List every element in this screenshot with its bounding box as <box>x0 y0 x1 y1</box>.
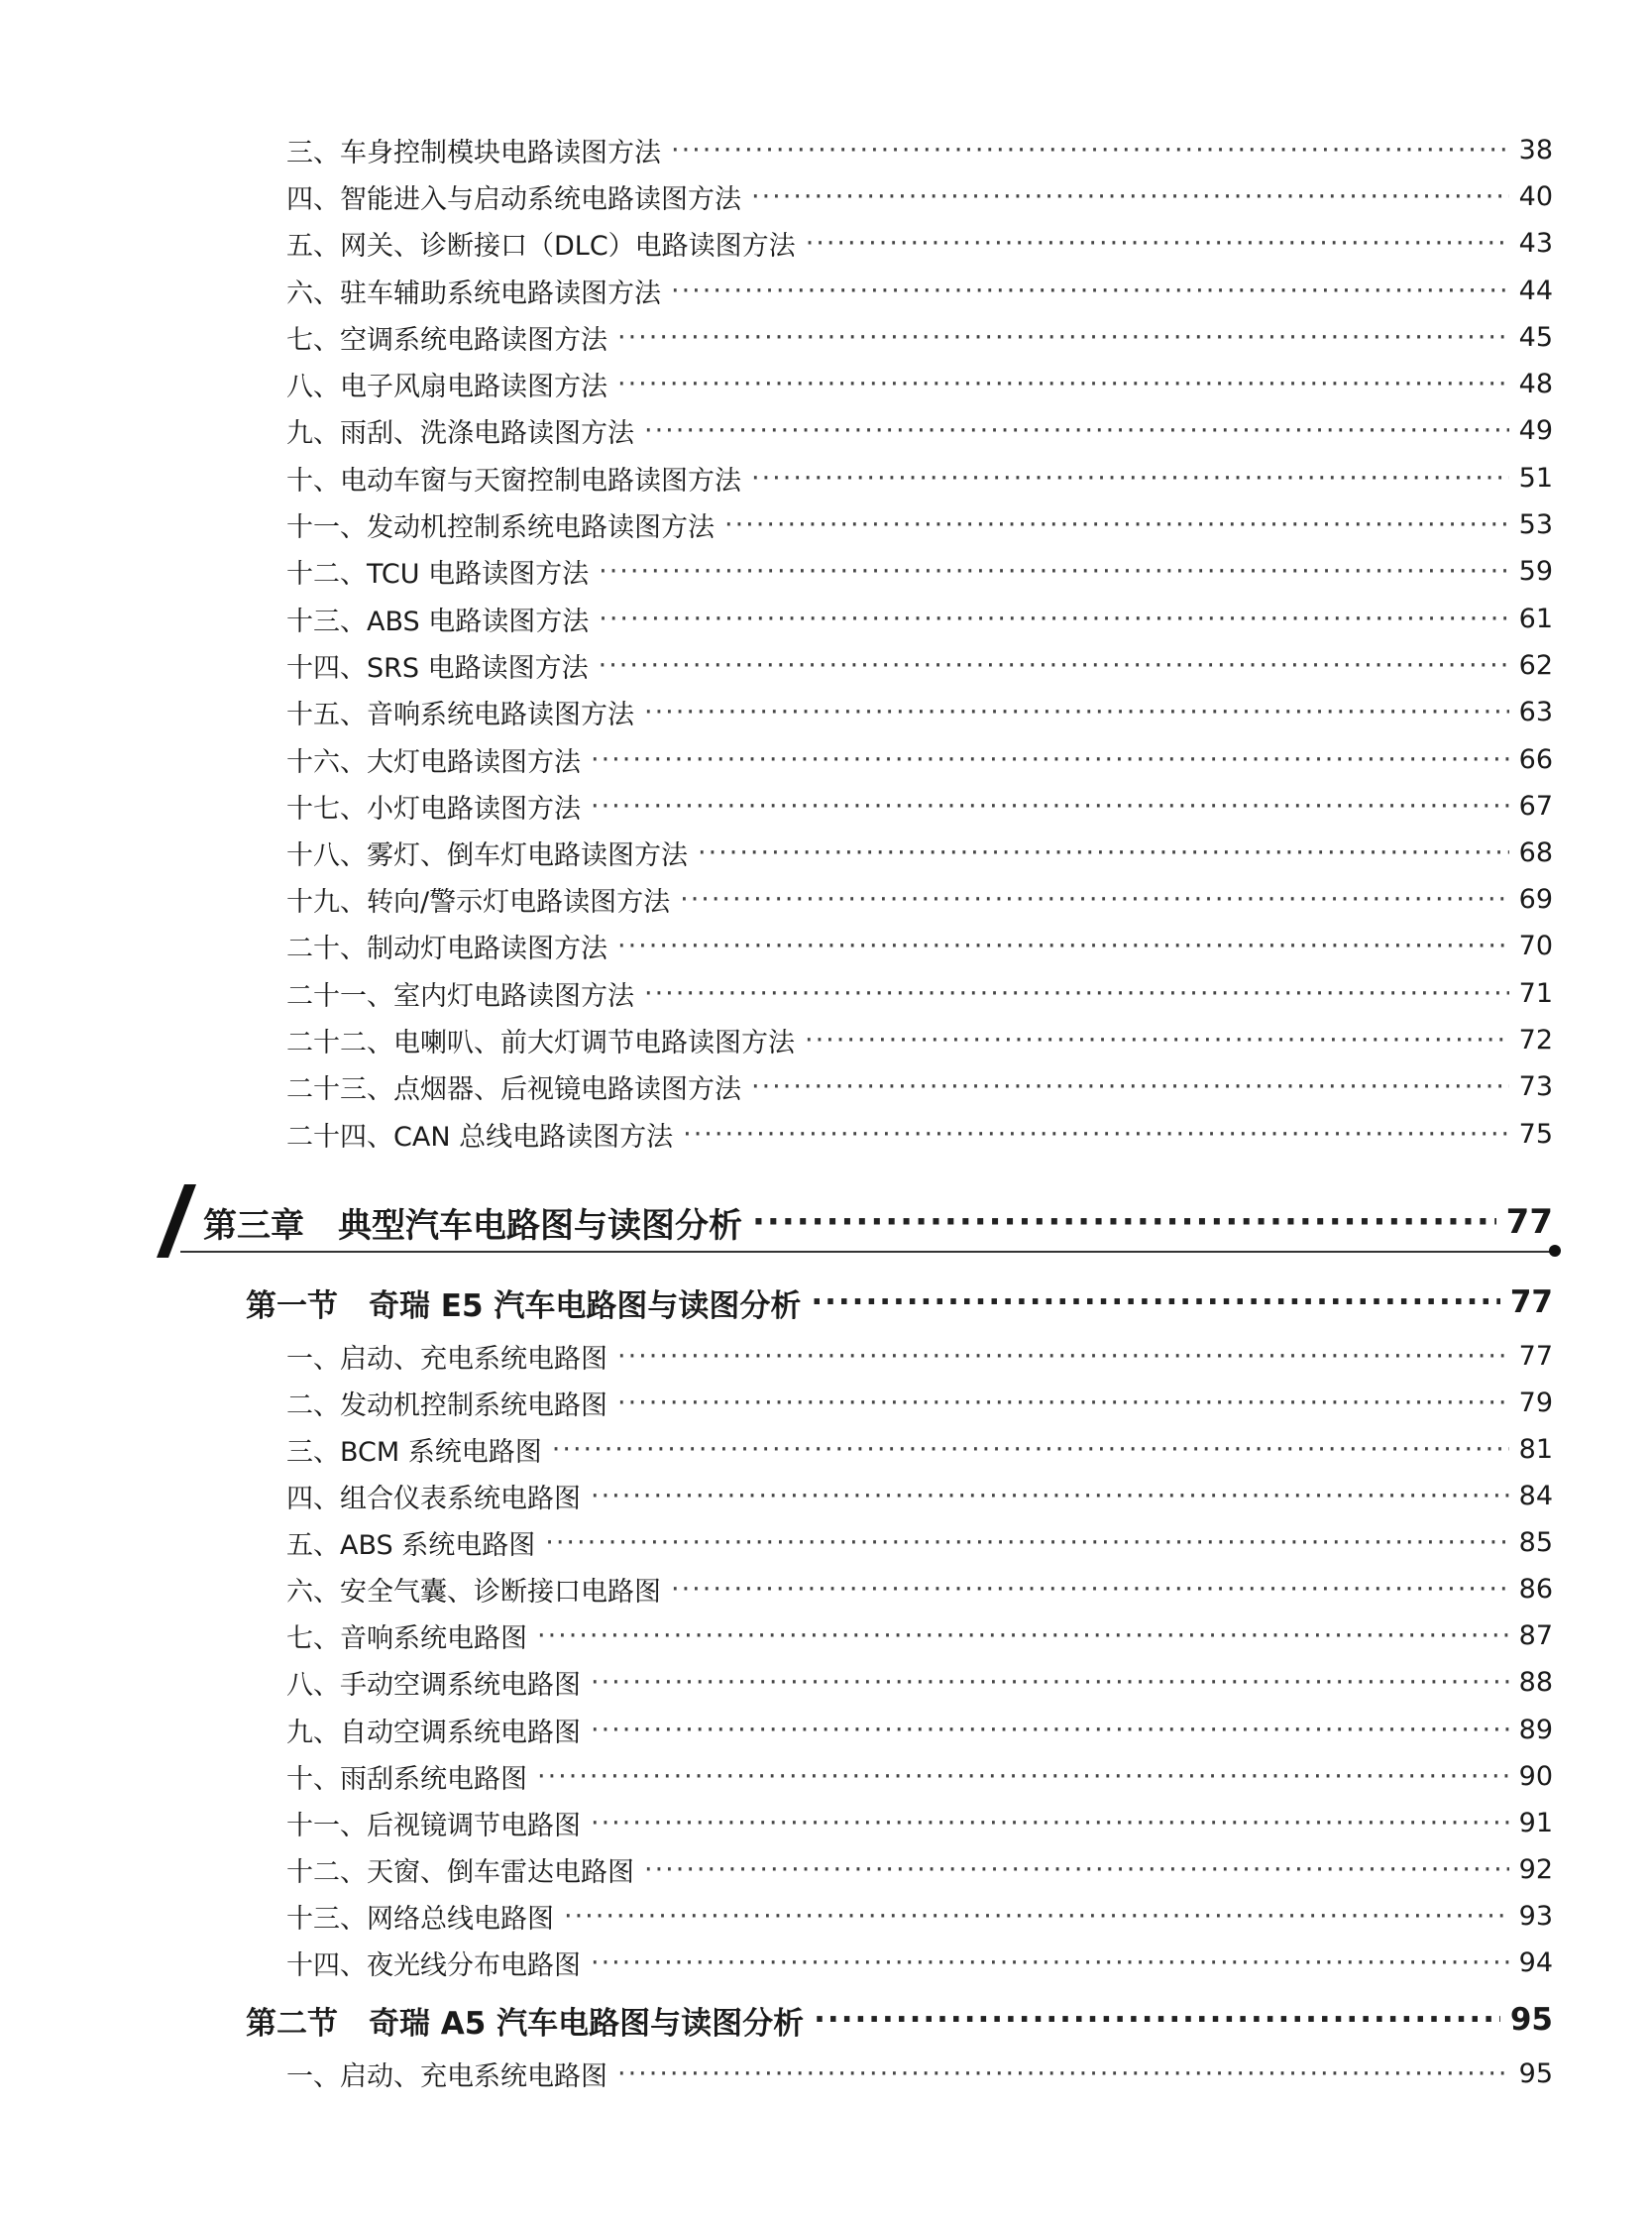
dot-leader <box>751 181 1509 212</box>
dot-leader <box>599 604 1508 634</box>
chapter-underline-dot <box>1549 1245 1561 1257</box>
toc-entry[interactable] <box>286 1893 1553 1940</box>
toc-entry[interactable] <box>286 1063 1553 1110</box>
dot-leader <box>545 1527 1508 1558</box>
toc-entry-title: 三、车身控制模块电路读图方法 <box>286 138 661 168</box>
toc-entry-page: 73 <box>1518 1071 1553 1102</box>
toc-entry[interactable] <box>286 689 1553 735</box>
toc-entry-title: 八、手动空调系统电路图 <box>286 1670 581 1701</box>
toc-entry[interactable] <box>286 501 1553 548</box>
toc-entry[interactable] <box>286 361 1553 407</box>
toc-entry-page: 38 <box>1518 135 1553 166</box>
toc-entry-page: 61 <box>1518 604 1553 634</box>
dot-leader <box>591 1667 1509 1698</box>
dot-leader <box>591 1947 1509 1978</box>
toc-entry[interactable] <box>286 1940 1553 1986</box>
toc-entry-title: 十二、天窗、倒车雷达电路图 <box>286 1857 634 1888</box>
toc-entry[interactable] <box>286 548 1553 595</box>
dot-leader <box>617 369 1509 399</box>
toc-entry[interactable] <box>286 173 1553 220</box>
toc-entry-page: 66 <box>1518 744 1553 775</box>
toc-entry[interactable] <box>286 1659 1553 1706</box>
toc-entry-page: 51 <box>1518 463 1553 494</box>
toc-entry-page: 68 <box>1518 837 1553 868</box>
dot-leader <box>671 135 1509 166</box>
toc-entry[interactable] <box>286 1017 1553 1063</box>
chapter-slash-mark <box>157 1184 196 1258</box>
toc-entry-title: 二十二、电喇叭、前大灯调节电路读图方法 <box>286 1028 795 1058</box>
chapter-underline <box>180 1251 1555 1253</box>
toc-entry-title: 十三、ABS 电路读图方法 <box>286 607 590 637</box>
toc-entry[interactable] <box>286 783 1553 830</box>
toc-entry[interactable] <box>286 1473 1553 1519</box>
dot-leader <box>680 884 1509 915</box>
toc-entry-title: 十四、SRS 电路读图方法 <box>286 653 589 684</box>
toc-entry[interactable] <box>286 830 1553 876</box>
dot-leader <box>591 791 1509 822</box>
toc-entry-title: 一、启动、充电系统电路图 <box>286 2061 607 2092</box>
toc-entry-page: 62 <box>1518 650 1553 681</box>
toc-entry-page: 67 <box>1518 791 1553 822</box>
dot-leader <box>806 228 1509 259</box>
toc-entry[interactable] <box>286 1612 1553 1659</box>
dot-leader <box>617 322 1509 353</box>
toc-entry-page: 72 <box>1518 1025 1553 1055</box>
dot-leader <box>591 744 1509 775</box>
toc-entry-title: 十二、TCU 电路读图方法 <box>286 559 590 590</box>
toc-entry[interactable] <box>286 736 1553 783</box>
toc-entry-page: 81 <box>1518 1434 1553 1465</box>
toc-entry[interactable] <box>286 1519 1553 1566</box>
toc-entry-page: 48 <box>1518 369 1553 399</box>
dot-leader <box>552 1434 1509 1465</box>
toc-entry[interactable] <box>286 2051 1553 2097</box>
dot-leader <box>537 1761 1509 1792</box>
toc-entry-title: 十、雨刮系统电路图 <box>286 1764 527 1795</box>
toc-entry-page: 43 <box>1518 228 1553 259</box>
toc-entry-title: 十、电动车窗与天窗控制电路读图方法 <box>286 466 741 497</box>
toc-entry-title: 四、组合仪表系统电路图 <box>286 1484 581 1514</box>
toc-entry-title: 十六、大灯电路读图方法 <box>286 747 581 778</box>
dot-leader <box>564 1901 1509 1932</box>
dot-leader <box>617 1388 1509 1418</box>
dot-leader <box>644 978 1509 1009</box>
toc-entry-title: 六、驻车辅助系统电路读图方法 <box>286 278 661 309</box>
toc-entry-page: 94 <box>1518 1947 1553 1978</box>
dot-leader <box>814 2002 1500 2038</box>
dot-leader <box>617 2058 1509 2089</box>
chapter-page: 77 <box>1505 1202 1553 1242</box>
toc-entry-page: 79 <box>1518 1388 1553 1418</box>
toc-entry-title: 十三、网络总线电路图 <box>286 1904 554 1935</box>
toc-entry-page: 95 <box>1518 2058 1553 2089</box>
toc-entry[interactable] <box>286 1800 1553 1846</box>
toc-entry[interactable] <box>286 596 1553 642</box>
toc-entry-title: 二、发动机控制系统电路图 <box>286 1390 607 1421</box>
dot-leader <box>617 1341 1509 1372</box>
toc-entry[interactable] <box>286 1111 1553 1158</box>
toc-entry-page: 70 <box>1518 931 1553 961</box>
toc-entry-page: 40 <box>1518 181 1553 212</box>
toc-entry-title: 一、启动、充电系统电路图 <box>286 1344 607 1375</box>
toc-entry-title: 四、智能进入与启动系统电路读图方法 <box>286 184 741 215</box>
toc-entry[interactable] <box>286 1380 1553 1426</box>
toc-entry-page: 69 <box>1518 884 1553 915</box>
dot-leader <box>724 509 1509 540</box>
toc-entry[interactable] <box>286 220 1553 267</box>
toc-entry[interactable] <box>286 314 1553 361</box>
section-title: 第二节 奇瑞 A5 汽车电路图与读图分析 <box>246 2005 805 2042</box>
section-heading[interactable] <box>246 1993 1553 2047</box>
dot-leader <box>698 837 1509 868</box>
toc-entry-title: 十四、夜光线分布电路图 <box>286 1950 581 1981</box>
toc-entry[interactable] <box>286 970 1553 1017</box>
toc-entry[interactable] <box>286 1846 1553 1893</box>
toc-entry[interactable] <box>286 455 1553 501</box>
toc-entry-title: 三、BCM 系统电路图 <box>286 1437 542 1468</box>
toc-entry-title: 十五、音响系统电路读图方法 <box>286 700 634 730</box>
dot-leader <box>617 931 1509 961</box>
chapter-title: 第三章 典型汽车电路图与读图分析 <box>203 1205 742 1246</box>
toc-entry[interactable] <box>286 1566 1553 1612</box>
dot-leader <box>671 276 1509 306</box>
toc-entry-title: 十九、转向/警示灯电路读图方法 <box>286 887 671 918</box>
toc-entry[interactable] <box>286 1707 1553 1753</box>
toc-entry-page: 91 <box>1518 1808 1553 1838</box>
toc-entry[interactable] <box>286 268 1553 314</box>
toc-entry-page: 87 <box>1518 1620 1553 1651</box>
toc-entry-title: 六、安全气囊、诊断接口电路图 <box>286 1577 661 1608</box>
dot-leader <box>599 556 1509 587</box>
dot-leader <box>591 1715 1509 1745</box>
dot-leader <box>644 415 1509 446</box>
toc-entry-title: 二十四、CAN 总线电路读图方法 <box>286 1122 674 1153</box>
toc-entry-title: 十七、小灯电路读图方法 <box>286 794 581 825</box>
section-title: 第一节 奇瑞 E5 汽车电路图与读图分析 <box>246 1287 802 1324</box>
toc-entry-title: 十八、雾灯、倒车灯电路读图方法 <box>286 840 688 871</box>
toc-entry-title: 五、ABS 系统电路图 <box>286 1530 536 1561</box>
section-page: 77 <box>1509 1284 1553 1320</box>
toc-entry-page: 71 <box>1518 978 1553 1009</box>
toc-entry-title: 十一、后视镜调节电路图 <box>286 1811 581 1841</box>
toc-entry[interactable] <box>286 1333 1553 1380</box>
toc-entry-page: 86 <box>1518 1574 1553 1605</box>
toc-entry-page: 63 <box>1518 697 1553 727</box>
toc-entry-title: 二十一、室内灯电路读图方法 <box>286 981 634 1012</box>
toc-entry-page: 89 <box>1518 1715 1553 1745</box>
toc-entry-title: 二十三、点烟器、后视镜电路读图方法 <box>286 1074 741 1105</box>
dot-leader <box>805 1025 1509 1055</box>
toc-entry[interactable] <box>286 407 1553 454</box>
dot-leader <box>537 1620 1509 1651</box>
toc-entry-title: 八、电子风扇电路读图方法 <box>286 372 607 402</box>
toc-entry-page: 77 <box>1518 1341 1553 1372</box>
toc-entry-title: 七、音响系统电路图 <box>286 1623 527 1654</box>
toc-entry[interactable] <box>286 876 1553 923</box>
toc-entry[interactable] <box>286 127 1553 173</box>
toc-entry-page: 59 <box>1518 556 1553 587</box>
dot-leader <box>671 1574 1509 1605</box>
dot-leader <box>751 463 1509 494</box>
toc-entry-page: 85 <box>1518 1527 1553 1558</box>
toc-entry-title: 九、雨刮、洗涤电路读图方法 <box>286 418 634 449</box>
toc-entry-title: 七、空调系统电路读图方法 <box>286 325 607 356</box>
dot-leader <box>752 1202 1496 1242</box>
toc-entry-title: 十一、发动机控制系统电路读图方法 <box>286 512 715 543</box>
toc-entry-title: 九、自动空调系统电路图 <box>286 1718 581 1748</box>
dot-leader <box>644 1854 1509 1885</box>
dot-leader <box>591 1808 1509 1838</box>
dot-leader <box>591 1481 1509 1511</box>
toc-entry-page: 84 <box>1518 1481 1553 1511</box>
toc-entry-title: 二十、制动灯电路读图方法 <box>286 934 607 964</box>
section-page: 95 <box>1509 2002 1553 2038</box>
toc-entry[interactable] <box>286 923 1553 969</box>
toc-entry-page: 53 <box>1518 509 1553 540</box>
section-heading[interactable] <box>246 1276 1553 1329</box>
toc-entry-page: 45 <box>1518 322 1553 353</box>
toc-entry[interactable] <box>286 1753 1553 1800</box>
dot-leader <box>751 1071 1509 1102</box>
toc-entry-page: 49 <box>1518 415 1553 446</box>
toc-entry-title: 五、网关、诊断接口（DLC）电路读图方法 <box>286 231 796 262</box>
toc-entry-page: 92 <box>1518 1854 1553 1885</box>
dot-leader <box>599 650 1509 681</box>
toc-entry-page: 90 <box>1518 1761 1553 1792</box>
dot-leader <box>811 1284 1500 1320</box>
toc-entry-page: 88 <box>1518 1667 1553 1698</box>
toc-entry-page: 44 <box>1518 276 1553 306</box>
chapter-heading[interactable] <box>203 1192 1553 1252</box>
dot-leader <box>644 697 1509 727</box>
dot-leader <box>683 1119 1509 1150</box>
toc-entry-page: 75 <box>1518 1119 1553 1150</box>
toc-entry[interactable] <box>286 1426 1553 1473</box>
toc-entry[interactable] <box>286 642 1553 689</box>
toc-entry-page: 93 <box>1518 1901 1553 1932</box>
